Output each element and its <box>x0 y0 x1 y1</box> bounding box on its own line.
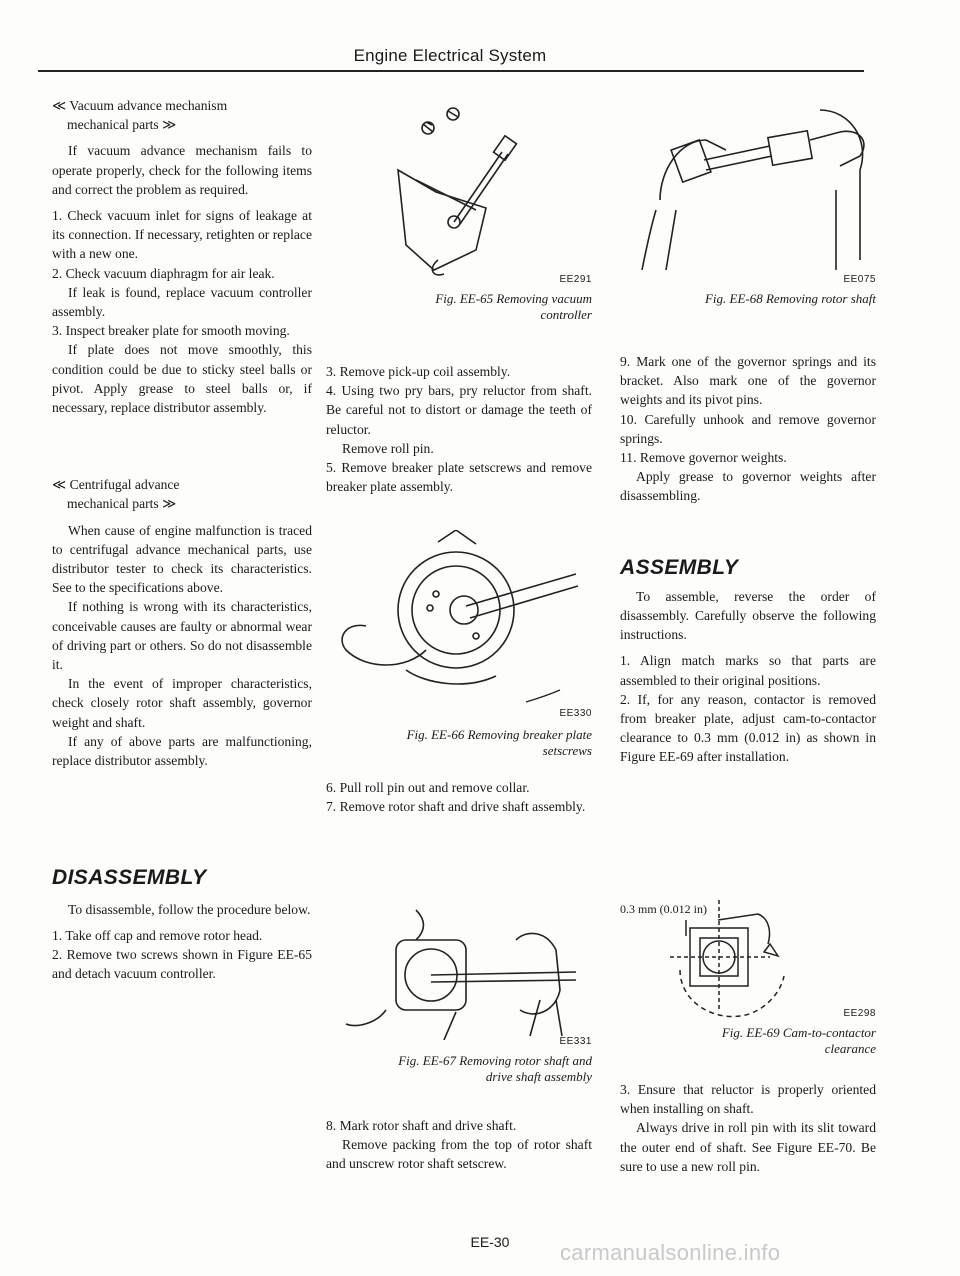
rotor-shaft-removal-illustration <box>326 900 592 1040</box>
step-3: 3. Remove pick-up coil assembly. <box>326 364 511 379</box>
clearance-label: 0.3 mm (0.012 in) <box>620 902 707 916</box>
centrifugal-para-2: If nothing is wrong with its characteristics, conceivable causes are faulty or abnormal wear of driving part or others. So do not disassemble it. <box>52 599 312 673</box>
vacuum-step-1: 1. Check vacuum inlet for signs of leakage at its connection. If necessary, retighten or replace with a new one. <box>52 208 312 262</box>
vacuum-step-2b: If leak is found, replace vacuum controller assembly. <box>52 284 312 320</box>
step-6: 6. Pull roll pin out and remove collar. <box>326 780 530 795</box>
right-text-block-2 <box>620 1080 876 1176</box>
centrifugal-para-3: In the event of improper characteristics, check closely rotor shaft assembly, governor weight and shaft. <box>52 676 312 730</box>
rotor-shaft-pull-illustration <box>620 100 876 280</box>
centrifugal-para-4: If any of above parts are malfunctioning, replace distributor assembly. <box>52 733 312 769</box>
assembly-step-1: 1. Align match marks so that parts are assembled to their original positions. <box>620 653 876 688</box>
cam-contactor-illustration <box>620 900 876 1020</box>
figure-caption: Fig. EE-67 Removing rotor shaft and <box>398 1053 592 1068</box>
page-number: EE-30 <box>470 1234 510 1250</box>
step-11b: Apply grease to governor weights after disassembling. <box>620 469 876 504</box>
figure-code: EE075 <box>843 274 876 285</box>
figure-code: EE330 <box>559 708 592 719</box>
middle-text-block-2 <box>326 778 592 816</box>
vacuum-step-3: 3. Inspect breaker plate for smooth moving. <box>52 323 290 339</box>
step-8: 8. Mark rotor shaft and drive shaft. <box>326 1118 517 1133</box>
assembly-heading: ASSEMBLY <box>620 555 739 579</box>
vacuum-step-3b: If plate does not move smoothly, this condition could be due to sticky steel balls or pivot. Apply grease to steel balls or, if necessary, replace distributor assembly. <box>52 342 312 416</box>
assembly-intro: To assemble, reverse the order of disassembly. Carefully observe the following instructions. <box>620 588 876 643</box>
figure-caption: Fig. EE-68 Removing rotor shaft <box>704 291 876 306</box>
figure-caption-2: drive shaft assembly <box>485 1069 592 1084</box>
figure-ee-65 <box>326 100 592 323</box>
middle-text-block-1 <box>326 362 592 496</box>
page-title: Engine Electrical System <box>353 46 547 65</box>
assembly-step-3: 3. Ensure that reluctor is properly oriented when installing on shaft. <box>620 1082 876 1117</box>
disassembly-step-2: 2. Remove two screws shown in Figure EE-65 and detach vacuum controller. <box>52 946 312 982</box>
assembly-step-3b: Always drive in roll pin with its slit toward the outer end of shaft. See Figure EE-70. Be sure to use a new roll pin. <box>620 1120 876 1174</box>
right-text-block-1 <box>620 352 876 767</box>
figure-ee-68 <box>620 100 876 307</box>
middle-text-block-3 <box>326 1116 592 1174</box>
step-4: 4. Using two pry bars, pry reluctor from shaft. Be careful not to distort or damage the teeth of reluctor. <box>326 383 592 437</box>
figure-caption: Fig. EE-66 Removing breaker plate <box>406 727 592 742</box>
step-8b: Remove packing from the top of rotor shaft and unscrew rotor shaft setscrew. <box>326 1137 592 1172</box>
step-4b: Remove roll pin. <box>342 440 434 456</box>
breaker-plate-illustration <box>326 530 592 710</box>
left-column <box>52 96 312 983</box>
figure-ee-67 <box>326 900 592 1085</box>
centrifugal-para-1: When cause of engine malfunction is traced to centrifugal advance mechanical parts, use distributor tester to check its characteristics. See to the specifications above. <box>52 522 312 596</box>
step-10: 10. Carefully unhook and remove governor springs. <box>620 411 876 446</box>
figure-code: EE298 <box>843 1008 876 1019</box>
figure-ee-69 <box>620 900 876 1057</box>
vacuum-controller-illustration <box>326 100 592 280</box>
centrifugal-section-title: ≪ Centrifugal advance <box>52 477 180 493</box>
figure-caption: Fig. EE-69 Cam-to-contactor <box>721 1025 876 1040</box>
step-9: 9. Mark one of the governor springs and its bracket. Also mark one of the governor weights and its pivot pins. <box>620 354 876 408</box>
watermark: carmanualsonline.info <box>560 1240 781 1265</box>
disassembly-heading: DISASSEMBLY <box>52 866 207 890</box>
figure-caption-2: controller <box>540 307 592 322</box>
centrifugal-section-title-2: mechanical parts ≫ <box>67 496 177 512</box>
figure-code: EE331 <box>559 1036 592 1047</box>
step-7: 7. Remove rotor shaft and drive shaft assembly. <box>326 799 586 815</box>
vacuum-step-2: 2. Check vacuum diaphragm for air leak. <box>52 265 275 281</box>
figure-caption-2: setscrews <box>542 743 592 758</box>
header-rule <box>38 70 864 72</box>
figure-caption-2: clearance <box>824 1041 876 1056</box>
figure-caption: Fig. EE-65 Removing vacuum <box>435 291 592 306</box>
figure-code: EE291 <box>559 274 592 285</box>
figure-ee-66 <box>326 530 592 759</box>
disassembly-intro: To disassemble, follow the procedure below. <box>68 901 311 917</box>
disassembly-step-1: 1. Take off cap and remove rotor head. <box>52 927 263 943</box>
step-11: 11. Remove governor weights. <box>620 450 787 466</box>
vacuum-section-title-2: mechanical parts ≫ <box>67 117 177 133</box>
vacuum-section-title: ≪ Vacuum advance mechanism <box>52 98 228 113</box>
step-5: 5. Remove breaker plate setscrews and remove breaker plate assembly. <box>326 460 592 495</box>
assembly-step-2: 2. If, for any reason, contactor is removed from breaker plate, adjust cam-to-contactor clearance to 0.3 mm (0.012 in) as shown in Figure EE-69 after installation. <box>620 691 876 765</box>
vacuum-intro: If vacuum advance mechanism fails to operate properly, check for the following items and correct the problem as required. <box>52 143 312 197</box>
